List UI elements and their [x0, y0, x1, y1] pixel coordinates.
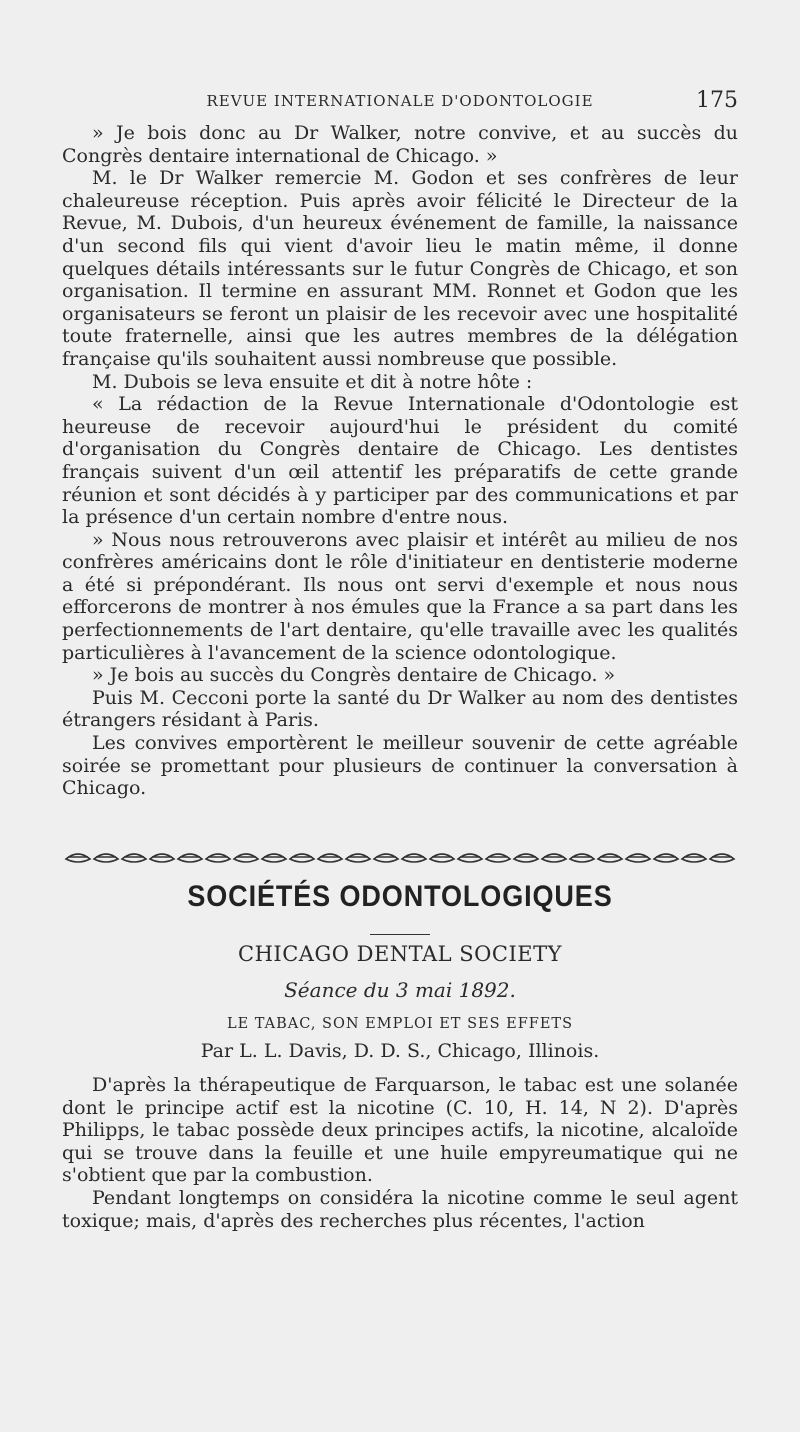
banquet-report	[62, 122, 738, 800]
paragraph-nicotine-toxicity: Pendant longtemps on considéra la nicotine comme le seul agent toxique; mais, d'après des recherches plus récentes, l'action	[62, 1186, 738, 1232]
paragraph-cecconi: Puis M. Cecconi porte la santé du Dr Walker au nom des dentistes étrangers résidant à Paris.	[62, 686, 738, 732]
paragraph-toast-walker: » Je bois donc au Dr Walker, notre convive, et au succès du Congrès dentaire international de Chicago. »	[62, 122, 738, 167]
section-title: SOCIÉTÉS ODONTOLOGIQUES	[187, 880, 613, 913]
page-number: 175	[696, 88, 738, 113]
paragraph-closing: Les convives emportèrent le meilleur souvenir de cette agréable soirée se promettant pour plusieurs de continuer la conversation à Chicago.	[62, 732, 738, 800]
article-title: LE TABAC, SON EMPLOI ET SES EFFETS	[226, 1016, 574, 1032]
paragraph-dubois-speech-2: » Nous nous retrouverons avec plaisir et intérêt au milieu de nos confrères américains dont le rôle d'initiateur en dentisterie moderne a été si prépondérant. Ils nous ont servi d'exemple et nous nous efforcerons de montrer à nos émules que la France a sa part dans les perfectionnements de l'art dentaire, qu'elle travaille avec les qualités particulières à l'avancement de la science odontologique.	[62, 528, 738, 664]
paragraph-dubois-toast: » Je bois au succès du Congrès dentaire de Chicago. »	[92, 664, 616, 687]
article-body	[62, 1074, 738, 1232]
paragraph-dubois-intro: M. Dubois se leva ensuite et dit à notre hôte :	[92, 370, 533, 393]
paragraph-tobacco-principles: D'après la thérapeutique de Farquarson, le tabac est une solanée dont le principe actif est la nicotine (C. 10, H. 14, N 2). D'après Philipps, le tabac possède deux principes actifs, la nicotine, alcaloïde qui se trouve dans la feuille et une huile empyreumatique qui ne s'obtient que par la combustion.	[62, 1074, 738, 1187]
ornamental-divider	[64, 848, 736, 866]
running-header	[60, 88, 740, 118]
running-title: REVUE INTERNATIONALE D'ODONTOLOGIE	[206, 92, 594, 110]
session-date: Séance du 3 mai 1892.	[284, 978, 516, 1002]
paragraph-walker-reply: M. le Dr Walker remercie M. Godon et ses confrères de leur chaleureuse réception. Puis après avoir félicité le Directeur de la Revue, M. Dubois, d'un heureux événement de famille, la naissance d'un second fils qui vient d'avoir lieu le matin même, il donne quelques détails intéressants sur le futur Congrès de Chicago, et son organisation. Il termine en assurant MM. Ronnet et Godon que les organisateurs se feront un plaisir de les recevoir avec une hospitalité toute fraternelle, ainsi que les autres membres de la délégation française qu'ils souhaitent aussi nombreuse que possible.	[62, 167, 738, 370]
article-byline: Par L. L. Davis, D. D. S., Chicago, Illinois.	[200, 1040, 600, 1062]
society-name: CHICAGO DENTAL SOCIETY	[238, 942, 562, 966]
title-rule	[370, 934, 430, 935]
paragraph-dubois-speech-1: « La rédaction de la Revue Internationale d'Odontologie est heureuse de recevoir aujourd'hui le président du comité d'organisation du Congrès dentaire de Chicago. Les dentistes français suivent d'un œil attentif les préparatifs de cette grande réunion et sont décidés à y participer par des communications et par la présence d'un certain nombre d'entre nous.	[62, 393, 738, 529]
